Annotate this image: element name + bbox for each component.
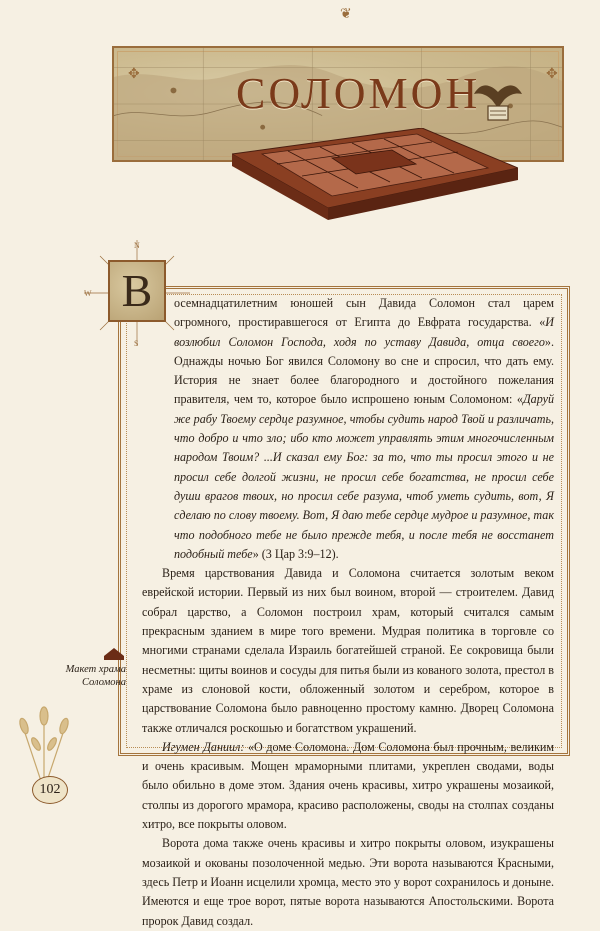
paragraph-1: [142, 294, 554, 564]
temple-thumbnail-icon: [104, 648, 124, 660]
image-caption: Макет храма Соломона: [65, 664, 126, 688]
paragraph-3: [142, 738, 554, 834]
paragraph-1-text-b: ». Однажды ночью Бог явился Соломону во сне и спросил, что дать ему. История не знает более благородного и достойного пожелания правителя, чем то, которое было испрошено юным Соломоном: «: [174, 334, 554, 407]
paragraph-2: Время царствования Давида и Соломона считается золотым веком еврейской истории. Первый из них был воином, второй — строителем. Давид собрал царство, а Соломон построил храм, который считался самым прекрасным зданием в мире того времени. Мудрая политика в торговле со многими странами сделала Израиль богатейшей страной. Ее сокровища были несметны: щиты воинов и сосуды для питья были из кованого золота, престол в храме из слоновой кости, обложенный золотом и серебром, которое в царствование Соломона было равноценно простому камню. Дворец Соломона также отличался роскошью и богатством украшений.: [142, 566, 554, 735]
ornament-right: ✥: [546, 67, 558, 82]
paragraph-1-citation: » (3 Цар 3:9–12).: [252, 546, 339, 561]
temple-illustration: [232, 128, 518, 220]
eagle-emblem-icon: [468, 68, 528, 128]
page-number: 102: [32, 776, 68, 804]
svg-text:S: S: [134, 339, 139, 348]
paragraph-3-text: «О доме Соломона. Дом Соломона был прочным, великим и очень красивым. Мощен мраморными плитами, укреплен сводами, воды было обильно в доме этом. Здания очень красивы, хитро украшены мозаикой, столпы из дорогого мрамора, красиво расположены, своды на столпах созданы хитро, все покрыты оловом.: [142, 739, 554, 832]
svg-text:W: W: [84, 289, 92, 298]
paragraph-1-text-a: осемнадцатилетним юношей сын Давида Соломон стал царем огромного, простиравшегося от Египта до Евфрата государства. «: [174, 296, 554, 330]
paragraph-4: Ворота дома также очень красивы и хитро покрыты оловом, изукрашены мозаикой и окованы позолоченной медью. Эти ворота называются Красными, здесь Петр и Иоанн исцелили хромца, место это у ворот сохранилось и доныне. Имеются и еще трое ворот, пятые ворота называются Апостольскими. Ворота пророк Давид создал.: [142, 836, 554, 928]
drop-cap-letter: В: [121, 265, 153, 316]
quote-prayer: Даруй же рабу Твоему сердце разумное, чтобы судить народ Твой и различать, что добро и что зло; ибо кто может управлять этим многочисленным народом Твоим? ...И сказал ему Бог: за то, что ты просил этого и не просил себе долгой жизни, не просил себе богатства, не просил себе души врагов твоих, но просил себе разума, чтоб уметь судить, вот, Я сделаю по слову твоему. Вот, Я даю тебе сердце мудрое и разумное, так что подобного тебе не было прежде тебя, и после тебя не восстанет подобный тебе: [174, 392, 554, 561]
ornament-top: ❦: [340, 7, 352, 22]
article-body: [142, 294, 554, 931]
paragraph-3-author: Игумен Даниил:: [162, 739, 245, 754]
ornament-left: ✥: [128, 67, 140, 82]
svg-text:N: N: [134, 241, 140, 250]
quote-psalm: И возлюбил Соломон Господа, ходя по уставу Давида, отца своего: [174, 315, 554, 349]
page-title: СОЛОМОН: [236, 69, 481, 118]
